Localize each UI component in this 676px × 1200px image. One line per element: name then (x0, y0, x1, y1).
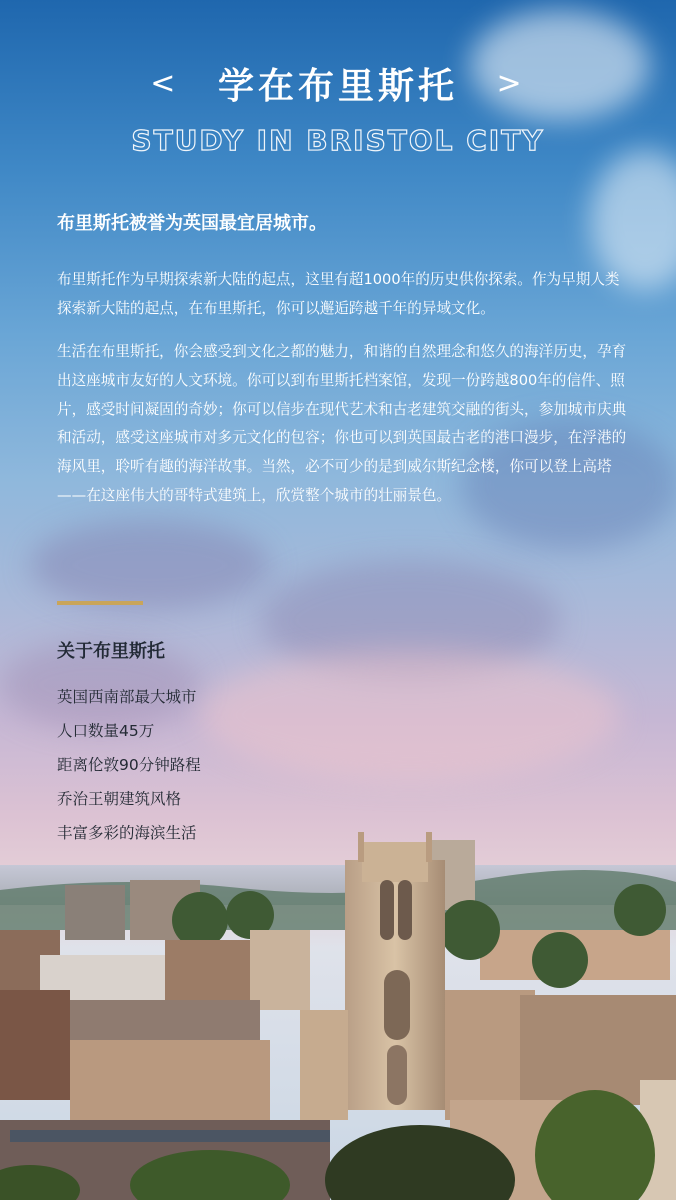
page-title (0, 58, 676, 109)
list-item: 乔治王朝建筑风格 (57, 790, 182, 808)
list-item: 人口数量45万 (57, 722, 155, 740)
about-title: 关于布里斯托 (57, 641, 165, 662)
intro-headline: 布里斯托被誉为英国最宜居城市。 (57, 213, 327, 234)
page-title-text: 学在布里斯托 (217, 66, 458, 107)
city-skyline-image (0, 820, 676, 1200)
page-subtitle: STUDY IN BRISTOL CITY (131, 124, 545, 157)
cloud (30, 520, 270, 610)
gold-divider (57, 601, 143, 605)
intro-paragraph: 生活在布里斯托，你会感受到文化之都的魅力，和谐的自然理念和悠久的海洋历史，孕育出这座城市友好的人文环境。你可以到布里斯托档案馆，发现一份跨越800年的信件、照片，感受时间凝固的奇妙；你可以信步在现代艺术和古老建筑交融的街头，参加城市庆典和活动，感受这座城市对多元文化的包容；你也可以到英国最古老的港口漫步，在浮港的海风里，聆听有趣的海洋故事。当然，必不可少的是到威尔斯纪念楼，你可以登上高塔——在这座伟大的哥特式建筑上，欣赏整个城市的壮丽景色。 (57, 343, 627, 504)
intro-paragraph: 布里斯托作为早期探索新大陆的起点，这里有超1000年的历史供你探索。作为早期人类探索新大陆的起点，在布里斯托，你可以邂逅跨越千年的异域文化。 (57, 271, 620, 317)
chevron-right-icon: > (496, 66, 526, 101)
list-item: 英国西南部最大城市 (57, 688, 197, 706)
list-item: 丰富多彩的海滨生活 (57, 824, 197, 842)
list-item: 距离伦敦90分钟路程 (57, 756, 201, 774)
chevron-left-icon: < (150, 66, 180, 101)
cloud (200, 650, 620, 780)
